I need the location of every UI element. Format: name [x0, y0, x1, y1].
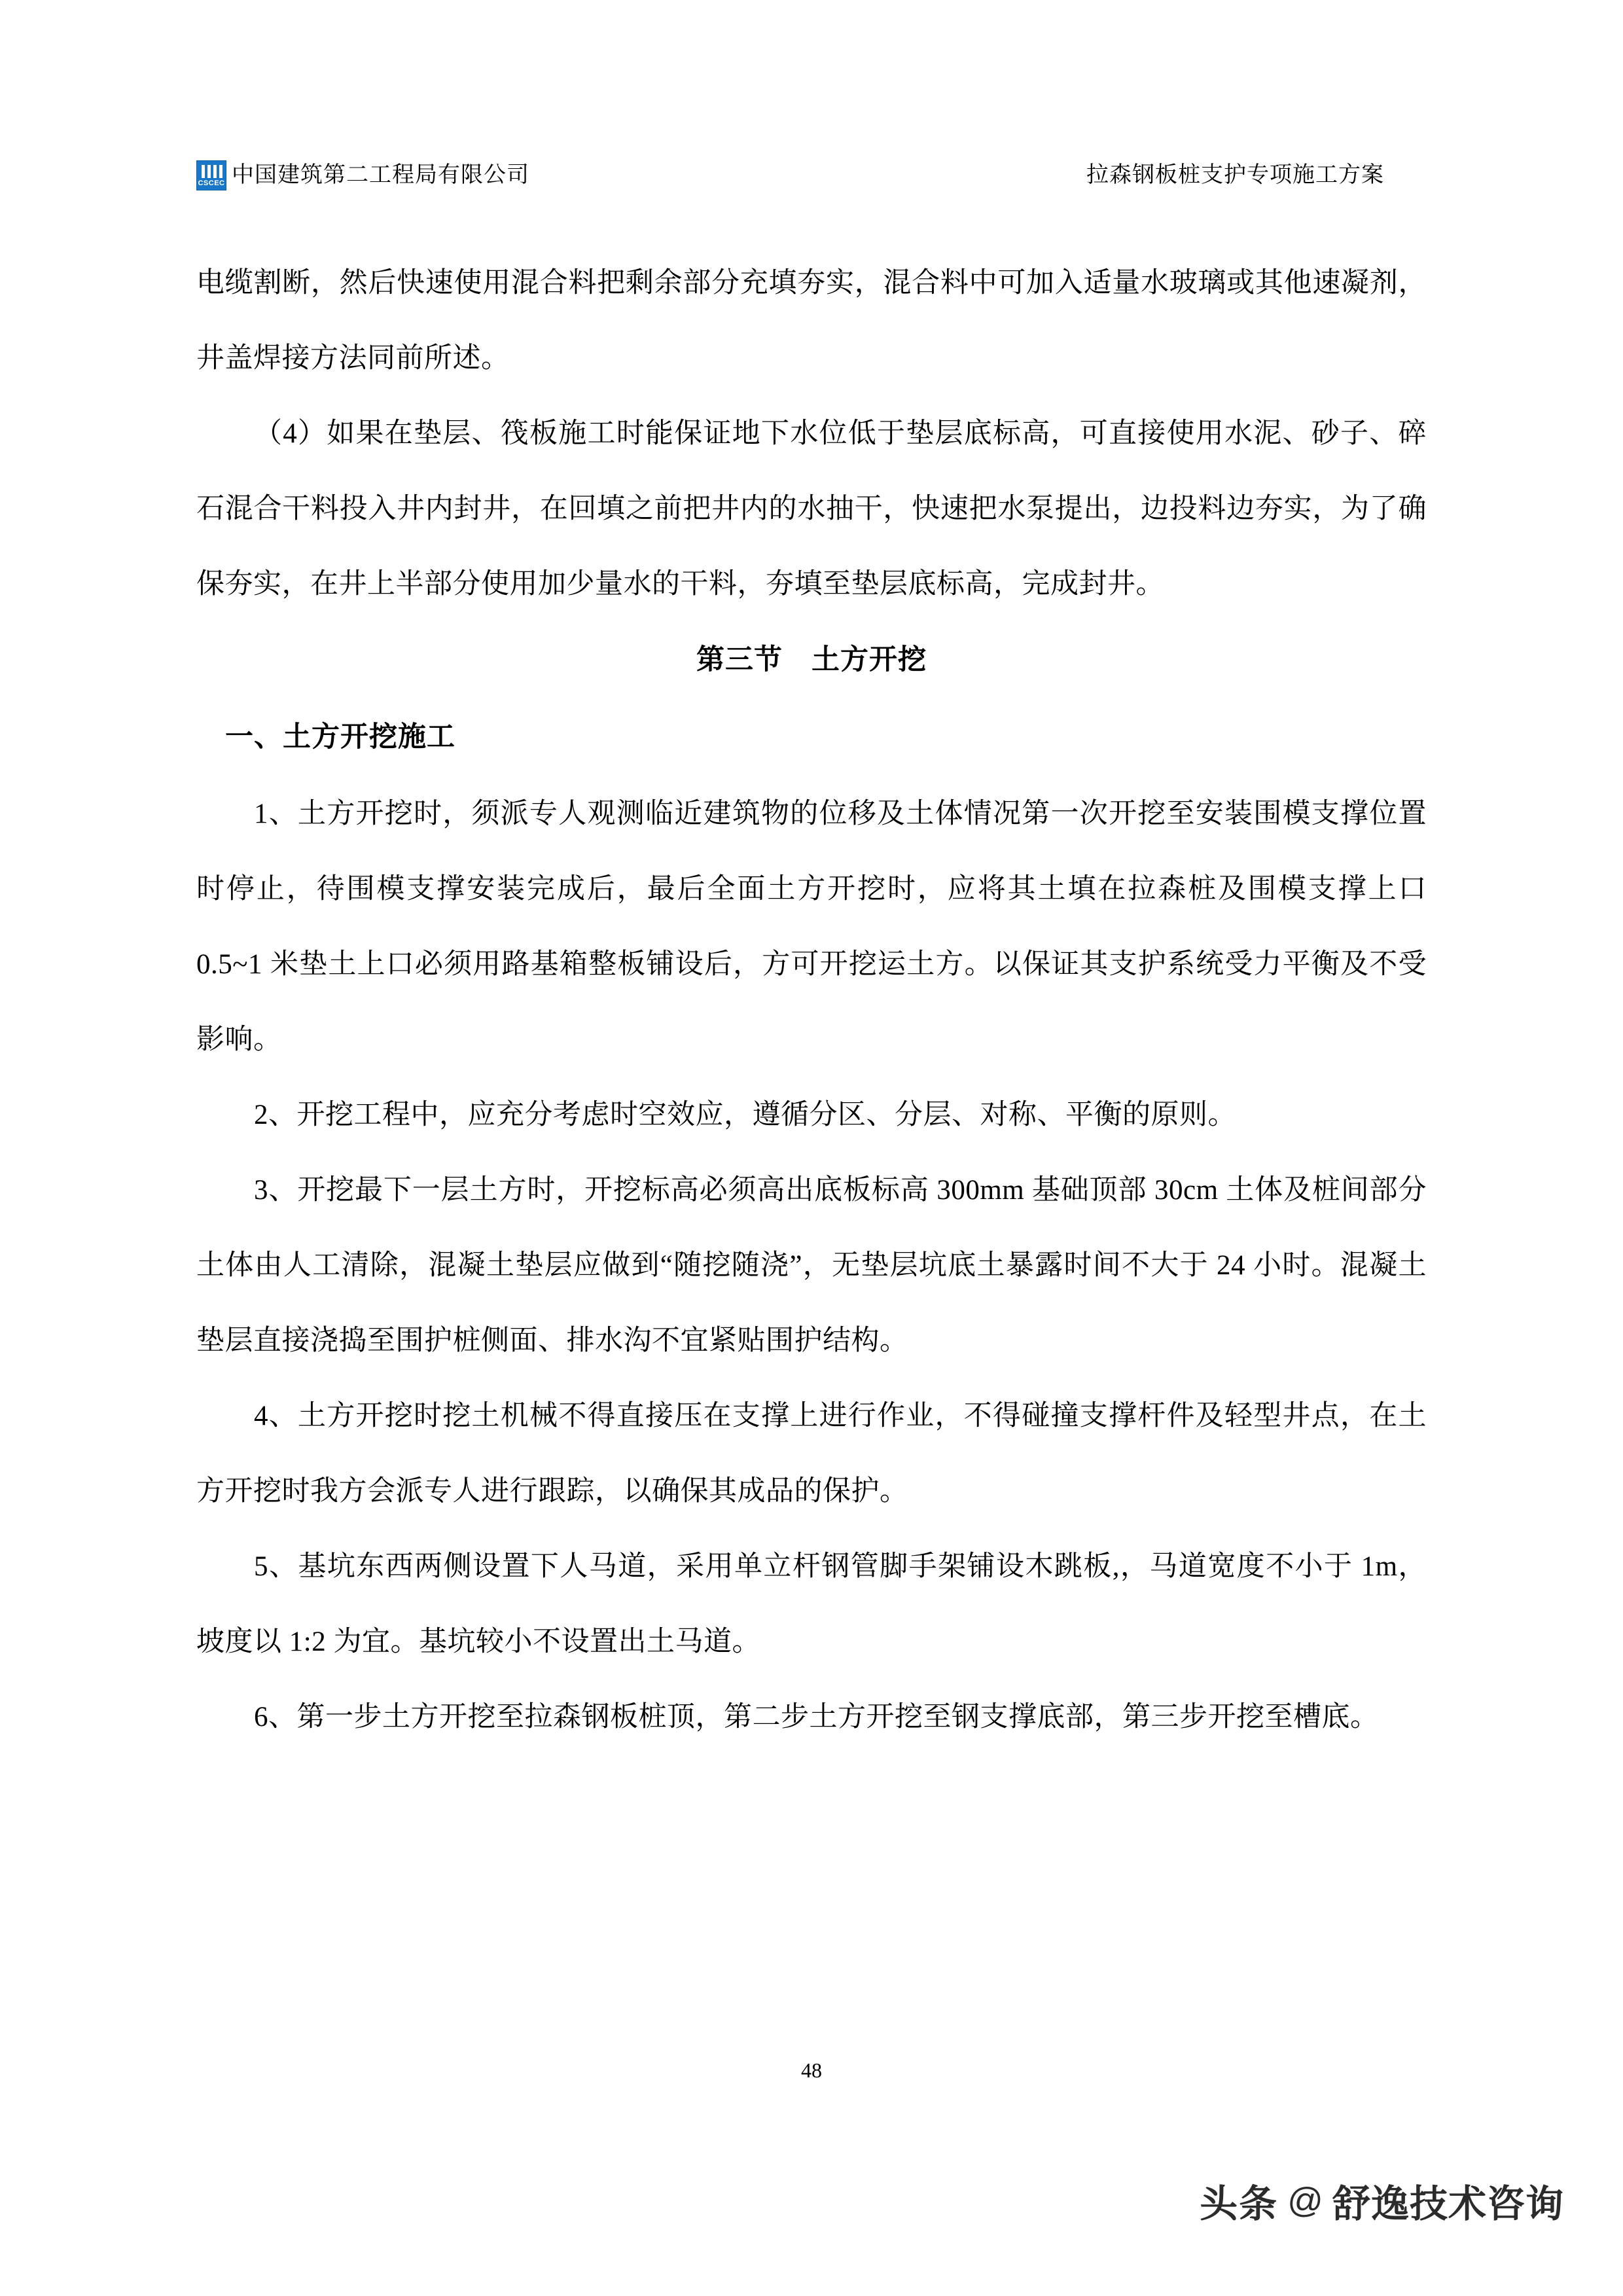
- list-item-6: 6、第一步土方开挖至拉森钢板桩顶，第二步土方开挖至钢支撑底部，第三步开挖至槽底。: [254, 1702, 1379, 1732]
- header-company-name: 中国建筑第二工程局有限公司: [232, 163, 529, 187]
- list-item-5: 5、基坑东西两侧设置下人马道，采用单立杆钢管脚手架铺设木跳板,，马道宽度不小于 1m，坡度以 1:2 为宜。基坑较小不设置出土马道。: [196, 1551, 1427, 1657]
- watermark-brand: 头条: [1200, 2183, 1279, 2225]
- section-heading: 第三节 土方开挖: [696, 645, 927, 675]
- list-item-2: 2、开挖工程中，应充分考虑时空效应，遵循分区、分层、对称、平衡的原则。: [254, 1100, 1236, 1130]
- paragraph-continued: 电缆割断，然后快速使用混合料把剩余部分充填夯实，混合料中可加入适量水玻璃或其他速凝剂，井盖焊接方法同前所述。: [196, 268, 1427, 374]
- page-number: 48: [801, 2058, 822, 2082]
- watermark-at-symbol: @: [1287, 2181, 1323, 2220]
- page-header: [196, 160, 1430, 190]
- sub-heading: 一、土方开挖施工: [225, 722, 455, 753]
- header-document-title: 拉森钢板桩支护专项施工方案: [1086, 163, 1384, 187]
- header-left-group: [196, 160, 529, 190]
- logo-bars: [202, 165, 223, 178]
- list-item-3: 3、开挖最下一层土方时，开挖标高必须高出底板标高 300mm 基础顶部 30cm 土体及桩间部分土体由人工清除，混凝土垫层应做到“随挖随浇”，无垫层坑底土暴露时间不大于 24 小时。混凝土垫层直接浇捣至围护桩侧面、排水沟不宜紧贴围护结构。: [196, 1175, 1427, 1356]
- cscec-logo-icon: [196, 160, 226, 190]
- list-item-4: 4、土方开挖时挖土机械不得直接压在支撑上进行作业，不得碰撞支撑杆件及轻型井点，在土方开挖时我方会派专人进行跟踪，以确保其成品的保护。: [196, 1401, 1427, 1507]
- logo-wordmark: CSCEC: [198, 179, 225, 187]
- list-item-1: 1、土方开挖时，须派专人观测临近建筑物的位移及土体情况第一次开挖至安装围模支撑位置时停止，待围模支撑安装完成后，最后全面土方开挖时，应将其土填在拉森桩及围模支撑上口 0.5~1 米垫土上口必须用路基箱整板铺设后，方可开挖运土方。以保证其支护系统受力平衡及不受影响。: [196, 798, 1427, 1055]
- watermark: [1200, 2173, 1564, 2228]
- watermark-account-name: 舒逸技术咨询: [1332, 2183, 1564, 2225]
- document-body: [196, 245, 1427, 1755]
- paragraph-item-4: （4）如果在垫层、筏板施工时能保证地下水位低于垫层底标高，可直接使用水泥、砂子、碎石混合干料投入井内封井，在回填之前把井内的水抽干，快速把水泵提出，边投料边夯实，为了确保夯实，在井上半部分使用加少量水的干料，夯填至垫层底标高，完成封井。: [196, 418, 1427, 600]
